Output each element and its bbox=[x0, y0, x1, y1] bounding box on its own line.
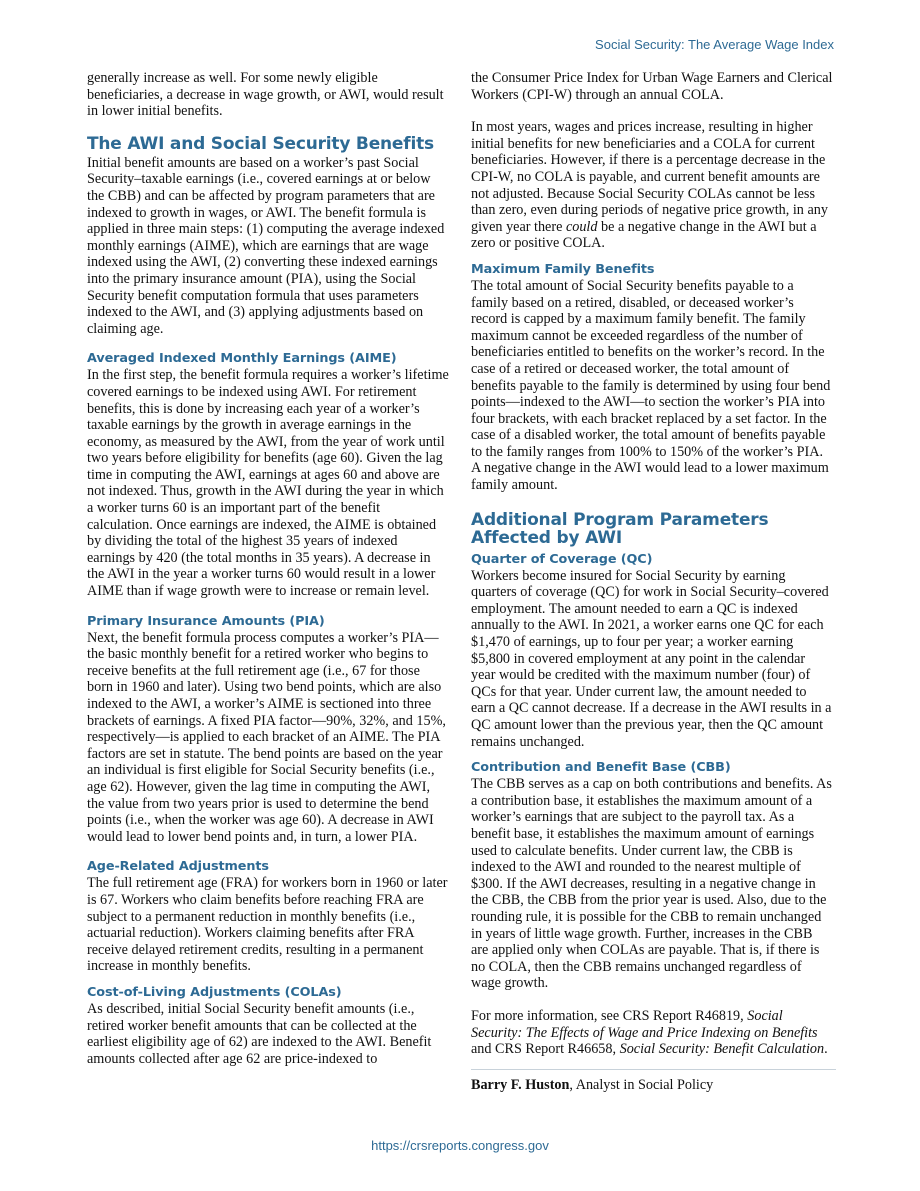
more-info-text: and CRS Report R46658, bbox=[471, 1041, 620, 1058]
more-info-paragraph bbox=[471, 1008, 833, 1058]
left-column bbox=[87, 70, 449, 1067]
author-divider bbox=[471, 1069, 836, 1070]
author-role: , Analyst in Social Policy bbox=[569, 1076, 714, 1093]
subheading-max-family: Maximum Family Benefits bbox=[471, 261, 655, 277]
qc-paragraph: Workers become insured for Social Security by earning quarters of coverage (QC) for work in Social Security–covered employment. The amount needed to earn a QC is indexed annually to the AWI. In 2021, a worker earns one QC for each $1,470 of earnings, up to four per year; a worker earning $5,800 in covered employment at any point in the calendar year would be credited with the maximum number (four) of QCs for that year. Under current law, the amount needed to earn a QC cannot decrease. If a decrease in the AWI results in a QC amount lower than the previous year, then the QC amount remains unchanged. bbox=[471, 567, 832, 750]
subheading-colas: Cost-of-Living Adjustments (COLAs) bbox=[87, 984, 342, 1000]
footer-url-link[interactable]: https://crsreports.congress.gov bbox=[371, 1138, 549, 1153]
subheading-age-adjustments: Age-Related Adjustments bbox=[87, 859, 269, 875]
emphasis-could: could bbox=[565, 218, 598, 235]
more-info-text: For more information, see CRS Report R46819, bbox=[471, 1007, 748, 1024]
more-info-text: . bbox=[824, 1041, 828, 1058]
author-name: Barry F. Huston bbox=[471, 1076, 570, 1093]
report-title-r46819: Social Security: The Effects of Wage and Price Indexing on Benefits bbox=[471, 1007, 818, 1041]
subheading-qc: Quarter of Coverage (QC) bbox=[471, 551, 653, 567]
subheading-aime: Averaged Indexed Monthly Earnings (AIME) bbox=[87, 351, 397, 367]
colas-second-paragraph bbox=[471, 119, 833, 252]
right-column bbox=[471, 70, 833, 1094]
colas-text-part: be a negative change in the AWI but a zero or positive COLA. bbox=[471, 218, 817, 252]
colas-paragraph: As described, initial Social Security benefit amounts (i.e., retired worker benefit amounts that can be collected at the earliest eligibility age of 62) are indexed to the AWI. Benefit amounts collected after age 62 are price-indexed to bbox=[87, 1000, 432, 1067]
aime-paragraph: In the first step, the benefit formula requires a worker’s lifetime covered earnings to be indexed using AWI. For retirement benefits, this is done by increasing each year of a worker’s taxable earnings by the growth in average earnings in the economy, as measured by the AWI, from the year of work until two years before eligibility for benefits (age 60). Given the lag time in computing the AWI, earnings at ages 60 and above are not indexed. Thus, growth in the AWI during the year in which a worker turns 60 is an important part of the benefit calculation. Once earnings are indexed, the AIME is obtained by dividing the total of the highest 35 years of indexed earnings by 420 (the total months in 35 years). A decrease in the AWI in the year a worker turns 60 would result in a lower AIME than if wage growth were to increase or remain level. bbox=[87, 367, 449, 600]
colas-continued-paragraph: the Consumer Price Index for Urban Wage Earners and Clerical Workers (CPI-W) through an annual COLA. bbox=[471, 70, 833, 103]
subheading-cbb: Contribution and Benefit Base (CBB) bbox=[471, 760, 731, 776]
running-header: Social Security: The Average Wage Index bbox=[595, 37, 834, 52]
cbb-paragraph: The CBB serves as a cap on both contributions and benefits. As a contribution base, it establishes the maximum amount of a worker’s earnings that are subject to the payroll tax. As a benefit base, it establishes the maximum amount of earnings used to calculate benefits. Under current law, the CBB is indexed to the AWI and rounded to the nearest multiple of $300. If the AWI decreases, resulting in a negative change in the CBB, the CBB from the prior year is used. Also, due to the rounding rule, it is possible for the CBB to remain unchanged in years of little wage growth. Further, increases in the CBB are applied only when COLAs are payable. That is, if there is no COLA, then the CBB remains unchanged regardless of wage growth. bbox=[471, 776, 832, 992]
awi-benefits-paragraph: Initial benefit amounts are based on a worker’s past Social Security–taxable earnings (i.e., covered earnings at or below the CBB) and can be affected by program parameters that are indexed to growth in wages, or AWI. The benefit formula is applied in three main steps: (1) computing the average indexed monthly earnings (AIME), which are earnings that are wage indexed using the AWI, (2) converting these indexed earnings into the primary insurance amount (PIA), using the Social Security benefit computation formula that uses parameters indexed to the AWI, and (3) applying adjustments based on claiming age. bbox=[87, 154, 445, 337]
max-family-paragraph: The total amount of Social Security benefits payable to a family based on a retired, disabled, or deceased worker’s record is capped by a maximum family benefit. The family maximum cannot be exceeded regardless of the number of beneficiaries entitled to benefits on the worker’s record. In the case of a retired or deceased worker, the total amount of benefits payable to the family is determined by using four bend points—indexed to the AWI—to section the worker’s PIA into four brackets, with each bracket replaced by a set factor. In the case of a disabled worker, the total amount of benefits payable to the family ranges from 100% to 150% of the worker’s PIA. A negative change in the AWI would lead to a lower maximum family amount. bbox=[471, 277, 831, 494]
author-byline bbox=[471, 1077, 833, 1094]
report-title-r46658: Social Security: Benefit Calculation bbox=[619, 1041, 825, 1058]
section-heading-additional-params: Additional Program Parameters Affected by AWI bbox=[471, 509, 769, 548]
section-heading-awi-benefits: The AWI and Social Security Benefits bbox=[87, 133, 434, 154]
subheading-pia: Primary Insurance Amounts (PIA) bbox=[87, 613, 325, 629]
pia-paragraph: Next, the benefit formula process computes a worker’s PIA—the basic monthly benefit for a retired worker who begins to receive benefits at the full retirement age (i.e., 67 for those born in 1960 and later). Using two bend points, which are also indexed to the AWI, a worker’s AIME is sectioned into three brackets of earnings. A fixed PIA factor—90%, 32%, and 15%, respectively—is applied to each bracket of an AIME. The PIA factors are set in statute. The bend points are based on the year an individual is first eligible for Social Security benefits (i.e., age 62). However, given the lag time in computing the AWI, the value from two years prior is used to determine the bend points (i.e., when the worker was age 60). A decrease in AWI would lead to lower bend points and, in turn, a lower PIA. bbox=[87, 629, 446, 845]
age-adjustments-paragraph: The full retirement age (FRA) for workers born in 1960 or later is 67. Workers who claim benefits before reaching FRA are subject to a permanent reduction in monthly benefits (i.e., actuarial reduction). Workers claiming benefits after FRA receive delayed retirement credits, resulting in a permanent increase in monthly benefits. bbox=[87, 875, 448, 975]
intro-paragraph: generally increase as well. For some newly eligible beneficiaries, a decrease in wage growth, or AWI, would result in lower initial benefits. bbox=[87, 70, 444, 120]
colas-text-part: In most years, wages and prices increase, resulting in higher initial benefits for new beneficiaries and a COLA for current beneficiaries. However, if there is a percentage decrease in the CPI-W, no COLA is payable, and current benefit amounts are not adjusted. Because Social Security COLAs cannot be less than zero, even during periods of negative price growth, in any given year there bbox=[471, 119, 828, 235]
